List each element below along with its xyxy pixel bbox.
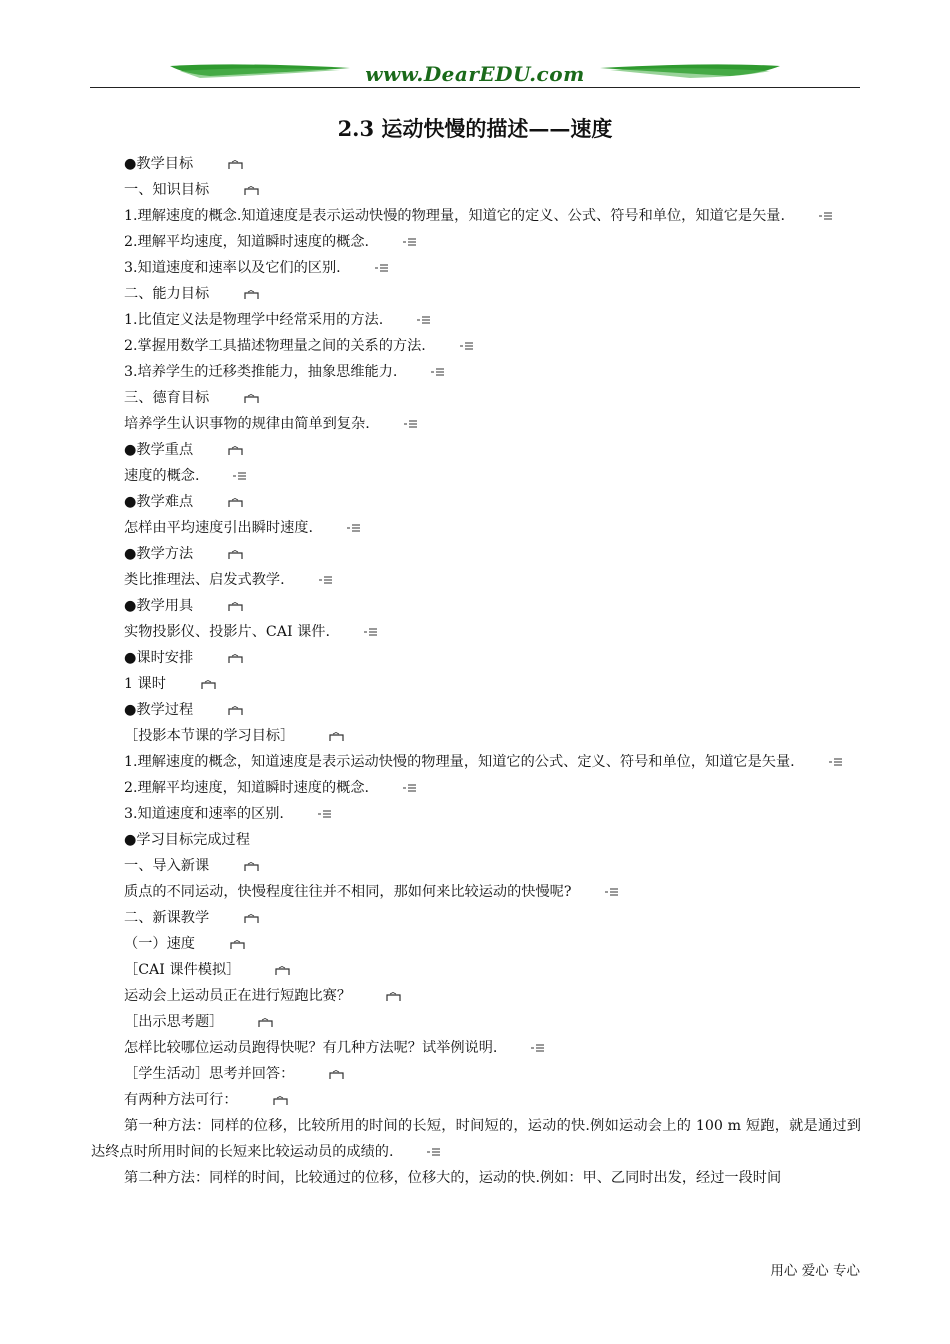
paragraph-end-mark-icon <box>342 255 356 265</box>
line-text: 3.知道速度和速率以及它们的区别. <box>124 260 341 276</box>
document-line <box>91 1035 861 1061</box>
paragraph-end-mark-icon <box>398 359 412 369</box>
document-line <box>91 567 861 593</box>
paragraph-end-mark-icon <box>331 619 345 629</box>
line-break-mark-icon <box>168 673 183 683</box>
line-break-mark-icon <box>353 985 368 995</box>
line-text: 类比推理法、启发式教学. <box>124 572 285 588</box>
line-text: 3.培养学生的迁移类推能力，抽象思维能力. <box>124 364 398 380</box>
line-text: 怎样由平均速度引出瞬时速度. <box>124 520 313 536</box>
line-text: ●教学用具 <box>124 598 194 614</box>
document-line <box>91 177 861 203</box>
document-line <box>91 593 861 619</box>
line-text: 一、导入新课 <box>124 858 210 874</box>
paragraph-end-mark-icon <box>572 879 586 889</box>
line-text: ［出示思考题］ <box>124 1014 224 1030</box>
document-line <box>91 515 861 541</box>
line-text: 第一种方法：同样的位移，比较所用的时间的长短，时间短的，运动的快.例如运动会上的 100 m 短跑，就是通过到达终点时所用时间的长短来比较运动员的成绩的. <box>91 1118 861 1160</box>
line-break-mark-icon <box>211 907 226 917</box>
document-line <box>91 385 861 411</box>
document-line <box>91 463 861 489</box>
line-break-mark-icon <box>195 543 210 553</box>
document-line <box>91 203 861 229</box>
line-text: 2.掌握用数学工具描述物理量之间的关系的方法. <box>124 338 426 354</box>
document-line <box>91 671 861 697</box>
document-line <box>91 619 861 645</box>
line-text: ●课时安排 <box>124 650 194 666</box>
line-break-mark-icon <box>195 439 210 449</box>
document-line <box>91 1087 861 1113</box>
document-line <box>91 541 861 567</box>
document-line <box>91 281 861 307</box>
line-break-mark-icon <box>211 283 226 293</box>
document-line <box>91 1009 861 1035</box>
line-text: 实物投影仪、投影片、CAI 课件. <box>124 624 330 640</box>
page-footer: 用心 爱心 专心 <box>770 1263 860 1279</box>
line-text: ●教学重点 <box>124 442 194 458</box>
line-text: 怎样比较哪位运动员跑得快呢？有几种方法呢？试举例说明. <box>124 1040 498 1056</box>
paragraph-end-mark-icon <box>394 1139 408 1149</box>
site-header <box>90 58 860 92</box>
line-text: 1.理解速度的概念.知道速度是表示运动快慢的物理量，知道它的定义、公式、符号和单位，知道它是矢量. <box>124 208 785 224</box>
document-line <box>91 437 861 463</box>
line-text: 1.理解速度的概念，知道速度是表示运动快慢的物理量，知道它的公式、定义、符号和单位，知道它是矢量. <box>124 754 795 770</box>
document-line <box>91 1061 861 1087</box>
document-line <box>91 697 861 723</box>
line-text: 1.比值定义法是物理学中经常采用的方法. <box>124 312 384 328</box>
document-line <box>91 645 861 671</box>
page-title: 2.3 运动快慢的描述——速度 <box>337 116 613 141</box>
line-break-mark-icon <box>296 725 311 735</box>
paragraph-end-mark-icon <box>200 463 214 473</box>
document-line <box>91 957 861 983</box>
line-text: ●教学目标 <box>124 156 194 172</box>
document-body <box>91 151 861 1191</box>
line-text: 质点的不同运动，快慢程度往往并不相同，那如何来比较运动的快慢呢? <box>124 884 572 900</box>
document-line <box>91 411 861 437</box>
line-text: 有两种方法可行： <box>124 1092 238 1108</box>
line-text: 二、新课教学 <box>124 910 210 926</box>
document-line <box>91 775 861 801</box>
line-text: 二、能力目标 <box>124 286 210 302</box>
line-text: ●教学方法 <box>124 546 194 562</box>
line-text: ●教学过程 <box>124 702 194 718</box>
document-line <box>91 905 861 931</box>
document-line <box>91 359 861 385</box>
line-text: 1 课时 <box>124 676 166 692</box>
line-break-mark-icon <box>240 1089 255 1099</box>
line-break-mark-icon <box>211 179 226 189</box>
document-line <box>91 801 861 827</box>
document-line <box>91 1165 861 1191</box>
line-break-mark-icon <box>195 153 210 163</box>
document-line <box>91 333 861 359</box>
document-line <box>91 931 861 957</box>
paragraph-end-mark-icon <box>314 515 328 525</box>
line-break-mark-icon <box>195 699 210 709</box>
document-line <box>91 723 861 749</box>
document-line <box>91 827 861 853</box>
line-text: （一）速度 <box>124 936 195 952</box>
line-break-mark-icon <box>211 855 226 865</box>
line-break-mark-icon <box>195 647 210 657</box>
line-break-mark-icon <box>195 491 210 501</box>
line-break-mark-icon <box>197 933 212 943</box>
document-line <box>91 489 861 515</box>
document-line <box>91 853 861 879</box>
paragraph-end-mark-icon <box>285 801 299 811</box>
line-break-mark-icon <box>242 959 257 969</box>
document-line <box>91 307 861 333</box>
document-line <box>91 879 861 905</box>
site-logo-text[interactable]: www.DearEDU.com <box>365 62 585 86</box>
line-break-mark-icon <box>296 1063 311 1073</box>
line-text: 第二种方法：同样的时间，比较通过的位移，位移大的，运动的快.例如：甲、乙同时出发，经过一段时间 <box>124 1170 782 1186</box>
document-line <box>91 229 861 255</box>
line-text: 2.理解平均速度，知道瞬时速度的概念. <box>124 234 370 250</box>
line-text: ［学生活动］思考并回答： <box>124 1066 295 1082</box>
paragraph-end-mark-icon <box>371 411 385 421</box>
line-text: 三、德育目标 <box>124 390 210 406</box>
line-text: 3.知道速度和速率的区别. <box>124 806 284 822</box>
line-text: ［CAI 课件模拟］ <box>124 962 241 978</box>
line-text: ●学习目标完成过程 <box>124 832 250 848</box>
line-text: 速度的概念. <box>124 468 200 484</box>
line-text: ●教学难点 <box>124 494 194 510</box>
paragraph-end-mark-icon <box>370 229 384 239</box>
paragraph-end-mark-icon <box>384 307 398 317</box>
document-line <box>91 983 861 1009</box>
paragraph-end-mark-icon <box>370 775 384 785</box>
line-text: 2.理解平均速度，知道瞬时速度的概念. <box>124 780 370 796</box>
paragraph-end-mark-icon <box>286 567 300 577</box>
paragraph-end-mark-icon <box>796 749 810 759</box>
line-text: 运动会上运动员正在进行短跑比赛？ <box>124 988 352 1004</box>
paragraph-end-mark-icon <box>427 333 441 343</box>
line-text: ［投影本节课的学习目标］ <box>124 728 295 744</box>
document-line <box>91 151 861 177</box>
line-break-mark-icon <box>225 1011 240 1021</box>
line-text: 一、知识目标 <box>124 182 210 198</box>
document-line <box>91 1113 861 1165</box>
header-rule <box>90 87 860 88</box>
document-line <box>91 255 861 281</box>
line-break-mark-icon <box>211 387 226 397</box>
paragraph-end-mark-icon <box>498 1035 512 1045</box>
line-break-mark-icon <box>195 595 210 605</box>
paragraph-end-mark-icon <box>786 203 800 213</box>
document-line <box>91 749 861 775</box>
line-text: 培养学生认识事物的规律由简单到复杂. <box>124 416 370 432</box>
